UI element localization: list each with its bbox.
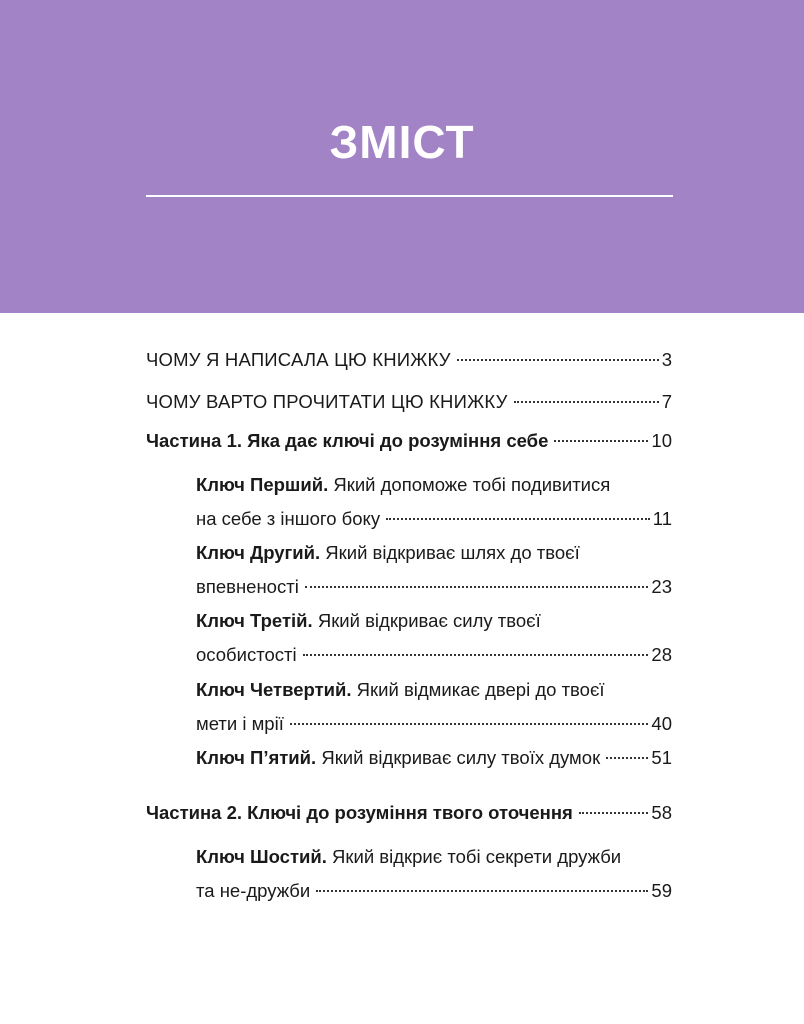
toc-key-description-continued: особистості — [196, 644, 297, 665]
toc-entry-why-i-wrote[interactable] — [146, 343, 672, 377]
toc-key-description: Який відмикає двері до твоєї — [351, 679, 605, 700]
toc-page-number: 3 — [661, 349, 672, 370]
toc-entry-key-3[interactable] — [196, 604, 672, 672]
toc-key-label: Ключ П’ятий. — [196, 747, 317, 768]
toc-page-number: 51 — [651, 747, 672, 768]
toc-page-number: 10 — [651, 430, 672, 451]
toc-key-label: Ключ Третій. — [196, 610, 313, 631]
toc-key-description: Який відкриє тобі секрети дружби — [326, 846, 622, 867]
dot-leader — [606, 757, 648, 759]
toc-key-label: Ключ Другий. — [196, 542, 321, 563]
toc-entry-key-1[interactable] — [196, 468, 672, 536]
toc-entry-part-1[interactable] — [146, 424, 672, 458]
dot-leader — [579, 812, 649, 814]
toc-entry-why-read[interactable] — [146, 385, 672, 419]
toc-entry-title: ЧОМУ ВАРТО ПРОЧИТАТИ ЦЮ КНИЖКУ — [146, 391, 508, 412]
header-banner — [0, 0, 804, 313]
dot-leader — [554, 440, 648, 442]
toc-key-description-continued: на себе з іншого боку — [196, 508, 381, 529]
toc-part-title: Частина 2. Ключі до розуміння твого оточення — [146, 802, 573, 823]
toc-page-number: 28 — [651, 644, 672, 665]
toc-page-number: 11 — [652, 508, 672, 529]
toc-page-number: 40 — [651, 713, 672, 734]
toc-key-label: Ключ Шостий. — [196, 846, 327, 867]
dot-leader — [316, 890, 648, 892]
toc-entry-key-4[interactable] — [196, 673, 672, 741]
toc-entry-key-2[interactable] — [196, 536, 672, 604]
toc-key-description-continued: та не-дружби — [196, 880, 311, 901]
title-divider — [146, 195, 673, 197]
toc-page-number: 58 — [651, 802, 672, 823]
dot-leader — [386, 518, 650, 520]
toc-part-title: Частина 1. Яка дає ключі до розуміння себе — [146, 430, 549, 451]
toc-page-number: 7 — [661, 391, 672, 412]
dot-leader — [303, 654, 649, 656]
toc-entry-part-2[interactable] — [146, 796, 672, 830]
toc-key-description: Який відкриває силу твоєї — [312, 610, 541, 631]
dot-leader — [457, 359, 659, 361]
toc-key-label: Ключ Четвертий. — [196, 679, 352, 700]
toc-key-description: Який відкриває шлях до твоєї — [320, 542, 580, 563]
toc-page-number: 23 — [651, 576, 672, 597]
toc-entry-key-5[interactable] — [196, 741, 672, 775]
toc-key-label: Ключ Перший. — [196, 474, 329, 495]
toc-entry-title: ЧОМУ Я НАПИСАЛА ЦЮ КНИЖКУ — [146, 349, 451, 370]
toc-key-description: Який відкриває силу твоїх думок — [316, 747, 601, 768]
toc-key-description-continued: мети і мрії — [196, 713, 284, 734]
dot-leader — [305, 586, 649, 588]
toc-entry-key-6[interactable] — [196, 840, 672, 908]
dot-leader — [514, 401, 659, 403]
page-title: ЗМІСТ — [329, 116, 475, 168]
dot-leader — [290, 723, 649, 725]
toc-key-description: Який допоможе тобі подивитися — [328, 474, 611, 495]
toc-key-description-continued: впевненості — [196, 576, 299, 597]
toc-page-number: 59 — [651, 880, 672, 901]
